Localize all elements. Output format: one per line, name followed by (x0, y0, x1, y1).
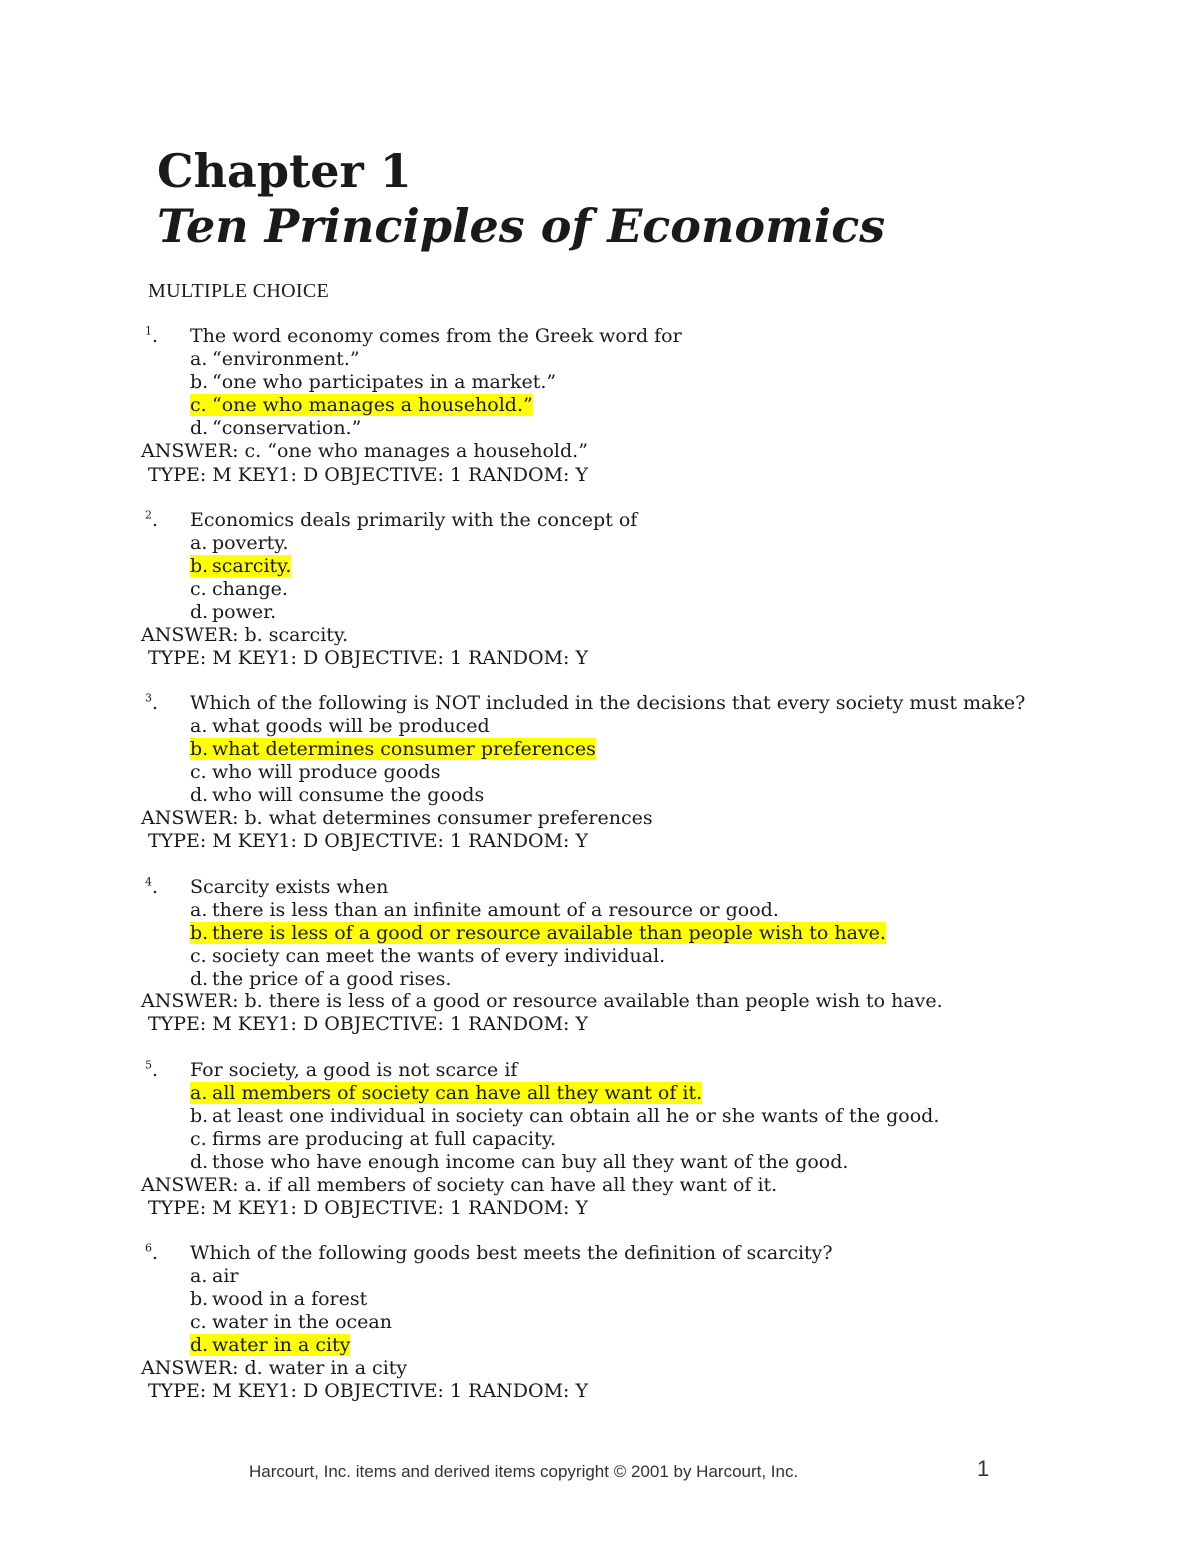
page-number: 1 (977, 1456, 990, 1481)
option-d: d. those who have enough income can buy all they want of the good. (190, 1151, 849, 1173)
option-c: c. change. (190, 578, 288, 600)
answer-line: ANSWER: a. if all members of society can have all they want of it. (141, 1174, 778, 1196)
option-a: a. “environment.” (190, 348, 360, 370)
option-a: a. there is less than an infinite amount of a resource or good. (190, 899, 779, 921)
option-a: a. poverty. (190, 532, 289, 554)
answer-line: ANSWER: b. what determines consumer preferences (141, 807, 653, 829)
chapter-number: Chapter 1 (157, 144, 412, 198)
question-number: $^5$. (145, 1058, 159, 1081)
option-b: b. “one who participates in a market.” (190, 371, 557, 393)
option-c: c. firms are producing at full capacity. (190, 1128, 557, 1150)
question-number: $^2$. (145, 508, 159, 531)
option-a-correct: a. all members of society can have all they want of it. (190, 1082, 703, 1104)
option-d: d. the price of a good rises. (190, 968, 452, 990)
question-text: For society, a good is not scarce if (190, 1059, 518, 1081)
type-line: TYPE: M KEY1: D OBJECTIVE: 1 RANDOM: Y (148, 830, 589, 852)
question-number: $^1$. (145, 324, 159, 347)
answer-line: ANSWER: b. there is less of a good or resource available than people wish to have. (141, 990, 943, 1012)
chapter-title: Ten Principles of Economics (157, 199, 886, 253)
type-line: TYPE: M KEY1: D OBJECTIVE: 1 RANDOM: Y (148, 1013, 589, 1035)
footer-copyright: Harcourt, Inc. items and derived items copyright © 2001 by Harcourt, Inc. (249, 1462, 799, 1481)
question-number: $^6$. (145, 1241, 159, 1264)
option-b-correct: b. scarcity. (190, 555, 292, 577)
option-c: c. who will produce goods (190, 761, 441, 783)
question-text: Which of the following goods best meets the definition of scarcity? (190, 1242, 833, 1264)
option-c: c. society can meet the wants of every individual. (190, 945, 666, 967)
question-text: Scarcity exists when (190, 876, 389, 898)
option-d-correct: d. water in a city (190, 1334, 351, 1356)
type-line: TYPE: M KEY1: D OBJECTIVE: 1 RANDOM: Y (148, 647, 589, 669)
question-number: $^4$. (145, 875, 159, 898)
option-d: d. “conservation.” (190, 417, 362, 439)
option-d: d. who will consume the goods (190, 784, 485, 806)
type-line: TYPE: M KEY1: D OBJECTIVE: 1 RANDOM: Y (148, 1197, 589, 1219)
section-heading: MULTIPLE CHOICE (148, 280, 329, 302)
option-c: c. water in the ocean (190, 1311, 392, 1333)
option-b-correct: b. there is less of a good or resource available than people wish to have. (190, 922, 886, 944)
option-a: a. air (190, 1265, 239, 1287)
type-line: TYPE: M KEY1: D OBJECTIVE: 1 RANDOM: Y (148, 1380, 589, 1402)
option-b: b. wood in a forest (190, 1288, 368, 1310)
option-c-correct: c. “one who manages a household.” (190, 394, 533, 416)
answer-line: ANSWER: b. scarcity. (141, 624, 349, 646)
type-line: TYPE: M KEY1: D OBJECTIVE: 1 RANDOM: Y (148, 464, 589, 486)
question-text: Economics deals primarily with the concept of (190, 509, 638, 531)
question-text: The word economy comes from the Greek word for (190, 325, 682, 347)
option-a: a. what goods will be produced (190, 715, 490, 737)
answer-line: ANSWER: d. water in a city (141, 1357, 408, 1379)
option-d: d. power. (190, 601, 277, 623)
option-b-correct: b. what determines consumer preferences (190, 738, 596, 760)
option-b: b. at least one individual in society can obtain all he or she wants of the good. (190, 1105, 940, 1127)
question-number: $^3$. (145, 691, 159, 714)
answer-line: ANSWER: c. “one who manages a household.” (141, 440, 588, 462)
question-text: Which of the following is NOT included in the decisions that every society must make? (190, 692, 1026, 714)
